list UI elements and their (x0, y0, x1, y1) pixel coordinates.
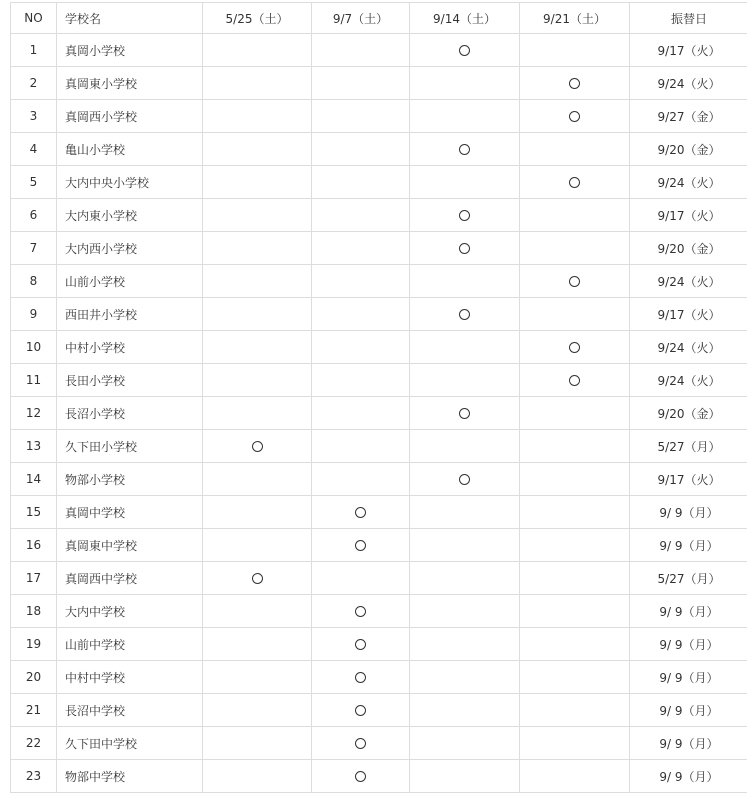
table-row (11, 166, 747, 199)
row-date-cell-1 (203, 67, 312, 100)
circle-mark-icon (569, 276, 580, 287)
row-date-cell-1 (203, 265, 312, 298)
row-date-cell-2 (312, 760, 410, 793)
row-date-cell-2 (312, 133, 410, 166)
row-substitute-date: 5/27（月） (630, 430, 747, 463)
row-date-cell-2 (312, 628, 410, 661)
table-row (11, 661, 747, 694)
row-date-cell-4 (520, 562, 630, 595)
row-date-cell-1 (203, 100, 312, 133)
table-row (11, 265, 747, 298)
row-no: 4 (11, 133, 57, 166)
table-row (11, 232, 747, 265)
school-schedule-table (10, 2, 747, 793)
table-row (11, 595, 747, 628)
row-date-cell-3 (410, 199, 520, 232)
row-date-cell-4 (520, 100, 630, 133)
row-no: 9 (11, 298, 57, 331)
row-date-cell-1 (203, 199, 312, 232)
table-row (11, 199, 747, 232)
circle-mark-icon (569, 177, 580, 188)
row-school-name: 物部小学校 (57, 463, 203, 496)
row-substitute-date: 9/17（火） (630, 298, 747, 331)
row-substitute-date: 9/17（火） (630, 34, 747, 67)
row-substitute-date: 9/ 9（月） (630, 727, 747, 760)
row-date-cell-4 (520, 364, 630, 397)
circle-mark-icon (459, 210, 470, 221)
header-date-2: 9/7（土） (312, 3, 410, 34)
circle-mark-icon (355, 507, 366, 518)
row-substitute-date: 9/ 9（月） (630, 628, 747, 661)
row-date-cell-3 (410, 265, 520, 298)
row-no: 5 (11, 166, 57, 199)
circle-mark-icon (355, 738, 366, 749)
row-date-cell-4 (520, 265, 630, 298)
row-no: 19 (11, 628, 57, 661)
table-row (11, 364, 747, 397)
header-date-1: 5/25（土） (203, 3, 312, 34)
table-row (11, 727, 747, 760)
row-school-name: 真岡西中学校 (57, 562, 203, 595)
row-school-name: 物部中学校 (57, 760, 203, 793)
table-row (11, 100, 747, 133)
row-date-cell-1 (203, 232, 312, 265)
row-date-cell-4 (520, 529, 630, 562)
row-substitute-date: 9/20（金） (630, 232, 747, 265)
header-substitute: 振替日 (630, 3, 747, 34)
row-date-cell-2 (312, 529, 410, 562)
circle-mark-icon (355, 639, 366, 650)
row-substitute-date: 9/27（金） (630, 100, 747, 133)
row-substitute-date: 9/20（金） (630, 133, 747, 166)
circle-mark-icon (569, 342, 580, 353)
circle-mark-icon (569, 78, 580, 89)
row-date-cell-3 (410, 562, 520, 595)
row-date-cell-4 (520, 463, 630, 496)
row-no: 20 (11, 661, 57, 694)
circle-mark-icon (459, 144, 470, 155)
row-school-name: 大内東小学校 (57, 199, 203, 232)
row-no: 23 (11, 760, 57, 793)
header-date-3: 9/14（土） (410, 3, 520, 34)
row-substitute-date: 9/24（火） (630, 364, 747, 397)
circle-mark-icon (355, 705, 366, 716)
row-date-cell-1 (203, 694, 312, 727)
row-date-cell-4 (520, 727, 630, 760)
table-row (11, 463, 747, 496)
row-date-cell-2 (312, 661, 410, 694)
circle-mark-icon (459, 45, 470, 56)
row-date-cell-1 (203, 397, 312, 430)
row-date-cell-1 (203, 463, 312, 496)
row-date-cell-4 (520, 67, 630, 100)
row-no: 15 (11, 496, 57, 529)
circle-mark-icon (252, 441, 263, 452)
row-date-cell-1 (203, 430, 312, 463)
circle-mark-icon (252, 573, 263, 584)
circle-mark-icon (569, 111, 580, 122)
row-date-cell-1 (203, 331, 312, 364)
row-school-name: 山前中学校 (57, 628, 203, 661)
row-date-cell-2 (312, 562, 410, 595)
row-date-cell-1 (203, 364, 312, 397)
row-date-cell-1 (203, 133, 312, 166)
row-date-cell-1 (203, 727, 312, 760)
row-substitute-date: 9/ 9（月） (630, 595, 747, 628)
row-date-cell-1 (203, 661, 312, 694)
table-row (11, 496, 747, 529)
table-row (11, 298, 747, 331)
row-date-cell-2 (312, 397, 410, 430)
row-date-cell-1 (203, 496, 312, 529)
row-substitute-date: 9/ 9（月） (630, 694, 747, 727)
row-school-name: 久下田中学校 (57, 727, 203, 760)
row-date-cell-2 (312, 430, 410, 463)
row-date-cell-2 (312, 34, 410, 67)
table-row (11, 397, 747, 430)
row-date-cell-1 (203, 166, 312, 199)
row-substitute-date: 9/24（火） (630, 67, 747, 100)
row-no: 6 (11, 199, 57, 232)
row-school-name: 真岡西小学校 (57, 100, 203, 133)
row-no: 11 (11, 364, 57, 397)
row-school-name: 中村小学校 (57, 331, 203, 364)
row-date-cell-3 (410, 463, 520, 496)
row-no: 12 (11, 397, 57, 430)
table-row (11, 628, 747, 661)
row-substitute-date: 9/24（火） (630, 265, 747, 298)
row-substitute-date: 9/ 9（月） (630, 760, 747, 793)
row-date-cell-3 (410, 430, 520, 463)
row-date-cell-4 (520, 34, 630, 67)
row-date-cell-2 (312, 298, 410, 331)
row-date-cell-4 (520, 397, 630, 430)
row-substitute-date: 9/24（火） (630, 331, 747, 364)
table-row (11, 760, 747, 793)
row-date-cell-4 (520, 628, 630, 661)
row-school-name: 大内中央小学校 (57, 166, 203, 199)
row-date-cell-4 (520, 232, 630, 265)
circle-mark-icon (569, 375, 580, 386)
row-date-cell-2 (312, 364, 410, 397)
row-date-cell-2 (312, 232, 410, 265)
row-no: 14 (11, 463, 57, 496)
row-date-cell-1 (203, 628, 312, 661)
row-date-cell-2 (312, 496, 410, 529)
circle-mark-icon (459, 309, 470, 320)
table-row (11, 133, 747, 166)
row-date-cell-3 (410, 133, 520, 166)
row-date-cell-2 (312, 463, 410, 496)
row-date-cell-4 (520, 661, 630, 694)
row-date-cell-1 (203, 595, 312, 628)
row-no: 18 (11, 595, 57, 628)
row-date-cell-3 (410, 298, 520, 331)
row-date-cell-3 (410, 100, 520, 133)
row-no: 7 (11, 232, 57, 265)
header-no: NO (11, 3, 57, 34)
row-school-name: 真岡東小学校 (57, 67, 203, 100)
row-substitute-date: 9/17（火） (630, 199, 747, 232)
row-date-cell-3 (410, 595, 520, 628)
row-no: 22 (11, 727, 57, 760)
row-date-cell-1 (203, 529, 312, 562)
row-date-cell-4 (520, 133, 630, 166)
row-date-cell-1 (203, 34, 312, 67)
table-row (11, 331, 747, 364)
row-date-cell-4 (520, 298, 630, 331)
row-substitute-date: 9/ 9（月） (630, 496, 747, 529)
row-school-name: 久下田小学校 (57, 430, 203, 463)
row-substitute-date: 9/20（金） (630, 397, 747, 430)
row-no: 3 (11, 100, 57, 133)
row-date-cell-3 (410, 727, 520, 760)
row-date-cell-4 (520, 331, 630, 364)
row-no: 8 (11, 265, 57, 298)
table-body (11, 34, 747, 793)
circle-mark-icon (459, 474, 470, 485)
row-no: 13 (11, 430, 57, 463)
row-date-cell-1 (203, 562, 312, 595)
row-date-cell-2 (312, 331, 410, 364)
table-row (11, 34, 747, 67)
row-school-name: 真岡小学校 (57, 34, 203, 67)
row-school-name: 真岡東中学校 (57, 529, 203, 562)
row-school-name: 山前小学校 (57, 265, 203, 298)
row-substitute-date: 9/17（火） (630, 463, 747, 496)
circle-mark-icon (459, 243, 470, 254)
row-school-name: 長沼中学校 (57, 694, 203, 727)
row-date-cell-2 (312, 595, 410, 628)
row-date-cell-2 (312, 694, 410, 727)
row-no: 21 (11, 694, 57, 727)
row-date-cell-3 (410, 331, 520, 364)
row-date-cell-3 (410, 628, 520, 661)
row-date-cell-1 (203, 298, 312, 331)
row-date-cell-3 (410, 760, 520, 793)
row-date-cell-3 (410, 67, 520, 100)
row-date-cell-2 (312, 199, 410, 232)
row-date-cell-2 (312, 166, 410, 199)
row-date-cell-3 (410, 529, 520, 562)
row-date-cell-4 (520, 430, 630, 463)
row-date-cell-3 (410, 166, 520, 199)
row-school-name: 亀山小学校 (57, 133, 203, 166)
table-row (11, 694, 747, 727)
row-date-cell-3 (410, 397, 520, 430)
row-school-name: 真岡中学校 (57, 496, 203, 529)
row-substitute-date: 9/ 9（月） (630, 661, 747, 694)
circle-mark-icon (355, 540, 366, 551)
row-date-cell-2 (312, 265, 410, 298)
row-date-cell-4 (520, 595, 630, 628)
row-date-cell-4 (520, 496, 630, 529)
table-row (11, 529, 747, 562)
row-date-cell-4 (520, 199, 630, 232)
circle-mark-icon (459, 408, 470, 419)
row-school-name: 長沼小学校 (57, 397, 203, 430)
row-substitute-date: 9/ 9（月） (630, 529, 747, 562)
row-school-name: 大内西小学校 (57, 232, 203, 265)
row-no: 17 (11, 562, 57, 595)
row-date-cell-4 (520, 694, 630, 727)
row-date-cell-3 (410, 364, 520, 397)
row-school-name: 長田小学校 (57, 364, 203, 397)
row-date-cell-1 (203, 760, 312, 793)
circle-mark-icon (355, 672, 366, 683)
row-substitute-date: 9/24（火） (630, 166, 747, 199)
header-school: 学校名 (57, 3, 203, 34)
row-date-cell-2 (312, 67, 410, 100)
row-no: 1 (11, 34, 57, 67)
row-school-name: 中村中学校 (57, 661, 203, 694)
row-date-cell-2 (312, 727, 410, 760)
table-row (11, 562, 747, 595)
header-row (11, 3, 747, 34)
row-date-cell-4 (520, 760, 630, 793)
table-row (11, 67, 747, 100)
row-date-cell-3 (410, 694, 520, 727)
row-no: 2 (11, 67, 57, 100)
row-school-name: 大内中学校 (57, 595, 203, 628)
row-date-cell-3 (410, 661, 520, 694)
table-row (11, 430, 747, 463)
row-date-cell-2 (312, 100, 410, 133)
row-date-cell-3 (410, 34, 520, 67)
row-school-name: 西田井小学校 (57, 298, 203, 331)
row-date-cell-3 (410, 496, 520, 529)
row-date-cell-3 (410, 232, 520, 265)
row-date-cell-4 (520, 166, 630, 199)
circle-mark-icon (355, 771, 366, 782)
row-no: 10 (11, 331, 57, 364)
row-substitute-date: 5/27（月） (630, 562, 747, 595)
header-date-4: 9/21（土） (520, 3, 630, 34)
row-no: 16 (11, 529, 57, 562)
circle-mark-icon (355, 606, 366, 617)
